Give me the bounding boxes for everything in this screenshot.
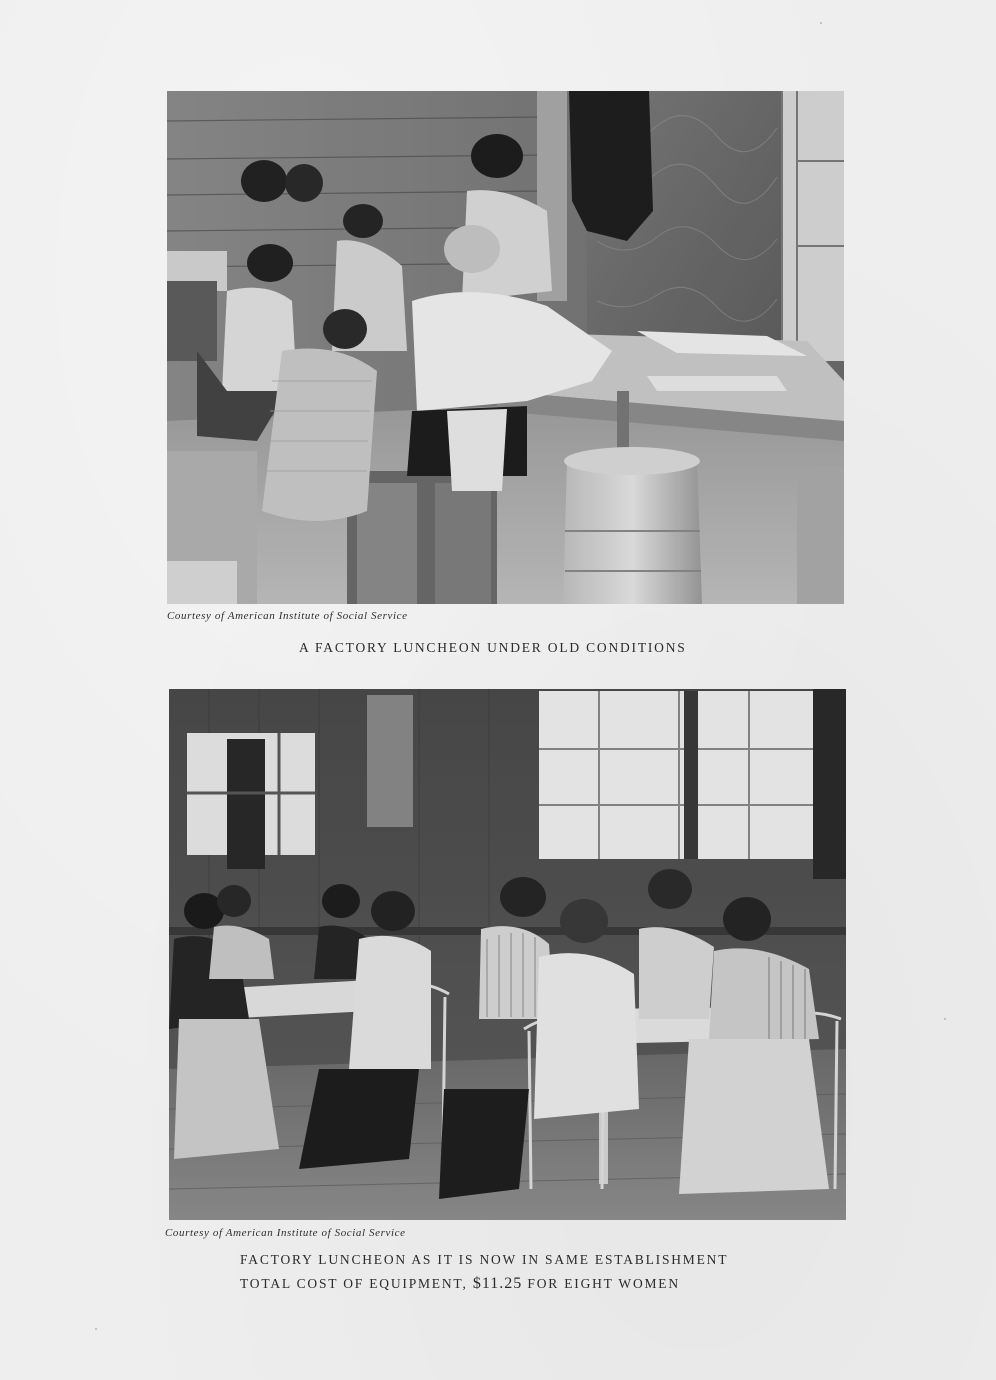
paper-speck [820, 22, 822, 24]
caption-bottom-line2 [240, 1275, 680, 1293]
photo-new-lunchroom [169, 689, 846, 1220]
caption-bottom-line1: FACTORY LUNCHEON AS IT IS NOW IN SAME ESTABLISHMENT [240, 1252, 729, 1267]
caption-bottom-price: $11.25 [472, 1275, 523, 1292]
paper-speck [95, 1328, 97, 1330]
caption-bottom-line2-end: FOR EIGHT WOMEN [522, 1276, 680, 1291]
paper-speck [944, 1018, 946, 1020]
photo-old-conditions [167, 91, 844, 604]
caption-bottom-line2-start: TOTAL COST OF EQUIPMENT, [240, 1276, 473, 1291]
photo-credit-bottom: Courtesy of American Institute of Social Service [165, 1227, 406, 1239]
caption-top: A FACTORY LUNCHEON UNDER OLD CONDITIONS [299, 640, 687, 655]
photo-credit-top: Courtesy of American Institute of Social Service [167, 610, 408, 622]
